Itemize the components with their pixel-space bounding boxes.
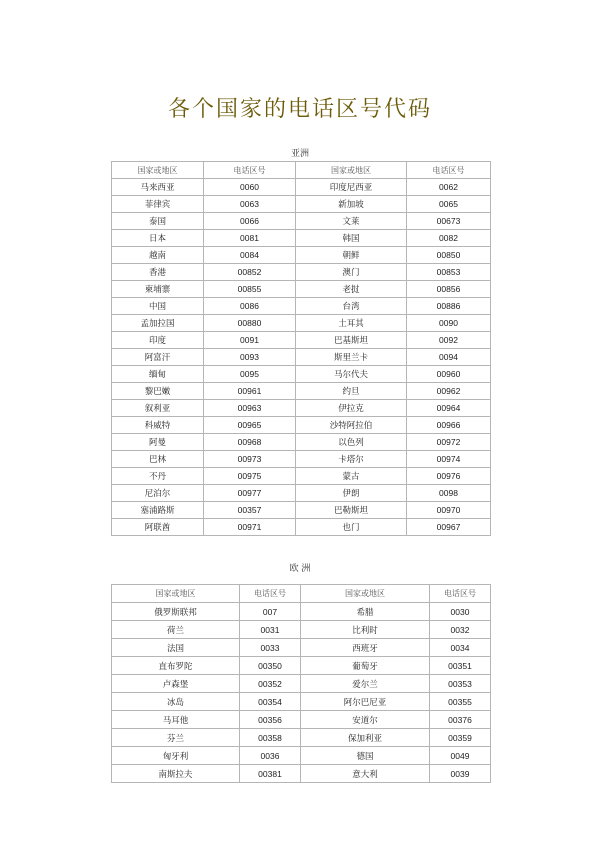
table-row <box>112 315 491 332</box>
region-name-cell: 荷兰 <box>112 621 240 639</box>
table-row <box>112 196 491 213</box>
region-name-cell: 爱尔兰 <box>301 675 430 693</box>
table-row <box>112 729 491 747</box>
table-row <box>112 603 491 621</box>
region-name-cell: 卢森堡 <box>112 675 240 693</box>
region-name-cell: 马来西亚 <box>112 179 204 196</box>
region-name-cell: 德国 <box>301 747 430 765</box>
region-name-cell: 阿尔巴尼亚 <box>301 693 430 711</box>
table-row <box>112 693 491 711</box>
table-header-row <box>112 162 491 179</box>
page-title: 各个国家的电话区号代码 <box>167 97 432 122</box>
dial-code-cell: 00968 <box>204 434 296 451</box>
table-row <box>112 485 491 502</box>
dial-code-cell: 00855 <box>204 281 296 298</box>
table-row <box>112 621 491 639</box>
dial-code-cell: 00970 <box>407 502 491 519</box>
dial-code-cell: 00962 <box>407 383 491 400</box>
dial-code-cell: 0095 <box>204 366 296 383</box>
dial-code-cell: 00961 <box>204 383 296 400</box>
table-row <box>112 213 491 230</box>
dial-code-cell: 0084 <box>204 247 296 264</box>
dial-code-cell: 00353 <box>430 675 491 693</box>
table-row <box>112 502 491 519</box>
column-header-code: 电话区号 <box>240 585 301 603</box>
region-name-cell: 俄罗斯联邦 <box>112 603 240 621</box>
dial-code-cell: 0090 <box>407 315 491 332</box>
dial-code-cell: 00381 <box>240 765 301 783</box>
dial-code-cell: 00974 <box>407 451 491 468</box>
europe-section-label: 欧 洲 <box>289 564 311 574</box>
dial-code-cell: 0066 <box>204 213 296 230</box>
region-name-cell: 西班牙 <box>301 639 430 657</box>
table-row <box>112 400 491 417</box>
region-name-cell: 沙特阿拉伯 <box>296 417 407 434</box>
region-name-cell: 直布罗陀 <box>112 657 240 675</box>
region-name-cell: 冰岛 <box>112 693 240 711</box>
dial-code-cell: 00971 <box>204 519 296 536</box>
region-name-cell: 土耳其 <box>296 315 407 332</box>
dial-code-cell: 0034 <box>430 639 491 657</box>
dial-code-cell: 00967 <box>407 519 491 536</box>
dial-code-cell: 0039 <box>430 765 491 783</box>
dial-code-cell: 00964 <box>407 400 491 417</box>
table-row <box>112 366 491 383</box>
table-row <box>112 281 491 298</box>
dial-code-cell: 0063 <box>204 196 296 213</box>
region-name-cell: 安道尔 <box>301 711 430 729</box>
column-header-code: 电话区号 <box>204 162 296 179</box>
dial-code-cell: 00975 <box>204 468 296 485</box>
region-name-cell: 黎巴嫩 <box>112 383 204 400</box>
region-name-cell: 老挝 <box>296 281 407 298</box>
dial-code-cell: 00356 <box>240 711 301 729</box>
region-name-cell: 阿联酋 <box>112 519 204 536</box>
region-name-cell: 泰国 <box>112 213 204 230</box>
dial-code-cell: 00960 <box>407 366 491 383</box>
dial-code-cell: 00963 <box>204 400 296 417</box>
region-name-cell: 伊朗 <box>296 485 407 502</box>
region-name-cell: 孟加拉国 <box>112 315 204 332</box>
region-name-cell: 新加坡 <box>296 196 407 213</box>
dial-code-cell: 00352 <box>240 675 301 693</box>
region-name-cell: 希腊 <box>301 603 430 621</box>
dial-code-cell: 00886 <box>407 298 491 315</box>
table-row <box>112 765 491 783</box>
region-name-cell: 法国 <box>112 639 240 657</box>
region-name-cell: 缅甸 <box>112 366 204 383</box>
column-header-code: 电话区号 <box>407 162 491 179</box>
region-name-cell: 匈牙利 <box>112 747 240 765</box>
dial-code-cell: 00852 <box>204 264 296 281</box>
asia-section-label: 亚洲 <box>290 149 309 159</box>
dial-code-cell: 00850 <box>407 247 491 264</box>
region-name-cell: 叙利亚 <box>112 400 204 417</box>
region-name-cell: 芬兰 <box>112 729 240 747</box>
table-row <box>112 264 491 281</box>
dial-code-cell: 00880 <box>204 315 296 332</box>
region-name-cell: 保加利亚 <box>301 729 430 747</box>
dial-code-cell: 0049 <box>430 747 491 765</box>
region-name-cell: 中国 <box>112 298 204 315</box>
region-name-cell: 香港 <box>112 264 204 281</box>
region-name-cell: 文莱 <box>296 213 407 230</box>
region-name-cell: 阿富汗 <box>112 349 204 366</box>
dial-code-cell: 0060 <box>204 179 296 196</box>
table-row <box>112 747 491 765</box>
region-name-cell: 比利时 <box>301 621 430 639</box>
region-name-cell: 马尔代夫 <box>296 366 407 383</box>
table-row <box>112 247 491 264</box>
dial-code-cell: 00976 <box>407 468 491 485</box>
dial-code-cell: 007 <box>240 603 301 621</box>
dial-code-cell: 00359 <box>430 729 491 747</box>
region-name-cell: 印度尼西亚 <box>296 179 407 196</box>
table-row <box>112 298 491 315</box>
table-row <box>112 383 491 400</box>
table-row <box>112 657 491 675</box>
region-name-cell: 菲律宾 <box>112 196 204 213</box>
dial-code-cell: 0094 <box>407 349 491 366</box>
column-header-code: 电话区号 <box>430 585 491 603</box>
column-header-region: 国家或地区 <box>296 162 407 179</box>
column-header-region: 国家或地区 <box>301 585 430 603</box>
region-name-cell: 葡萄牙 <box>301 657 430 675</box>
region-name-cell: 卡塔尔 <box>296 451 407 468</box>
table-row <box>112 179 491 196</box>
dial-code-cell: 0092 <box>407 332 491 349</box>
table-row <box>112 349 491 366</box>
region-name-cell: 马耳他 <box>112 711 240 729</box>
column-header-region: 国家或地区 <box>112 162 204 179</box>
table-row <box>112 417 491 434</box>
table-header-row <box>112 585 491 603</box>
dial-code-cell: 00376 <box>430 711 491 729</box>
dial-code-cell: 0093 <box>204 349 296 366</box>
dial-code-cell: 0036 <box>240 747 301 765</box>
region-name-cell: 不丹 <box>112 468 204 485</box>
region-name-cell: 朝鲜 <box>296 247 407 264</box>
dial-code-cell: 0031 <box>240 621 301 639</box>
table-row <box>112 332 491 349</box>
dial-code-cell: 00977 <box>204 485 296 502</box>
table-row <box>112 519 491 536</box>
table-row <box>112 434 491 451</box>
dial-code-cell: 0098 <box>407 485 491 502</box>
table-row <box>112 711 491 729</box>
region-name-cell: 伊拉克 <box>296 400 407 417</box>
region-name-cell: 台湾 <box>296 298 407 315</box>
region-name-cell: 越南 <box>112 247 204 264</box>
table-row <box>112 230 491 247</box>
region-name-cell: 以色列 <box>296 434 407 451</box>
dial-code-cell: 00965 <box>204 417 296 434</box>
dial-code-cell: 0033 <box>240 639 301 657</box>
dial-code-cell: 0081 <box>204 230 296 247</box>
asia-table <box>111 161 491 536</box>
table-row <box>112 451 491 468</box>
region-name-cell: 南斯拉夫 <box>112 765 240 783</box>
region-name-cell: 阿曼 <box>112 434 204 451</box>
dial-code-cell: 00966 <box>407 417 491 434</box>
dial-code-cell: 0032 <box>430 621 491 639</box>
region-name-cell: 科威特 <box>112 417 204 434</box>
dial-code-cell: 00358 <box>240 729 301 747</box>
region-name-cell: 巴林 <box>112 451 204 468</box>
region-name-cell: 塞浦路斯 <box>112 502 204 519</box>
dial-code-cell: 00856 <box>407 281 491 298</box>
dial-code-cell: 00972 <box>407 434 491 451</box>
region-name-cell: 日本 <box>112 230 204 247</box>
dial-code-cell: 0082 <box>407 230 491 247</box>
region-name-cell: 韩国 <box>296 230 407 247</box>
region-name-cell: 巴勒斯坦 <box>296 502 407 519</box>
region-name-cell: 蒙古 <box>296 468 407 485</box>
region-name-cell: 印度 <box>112 332 204 349</box>
region-name-cell: 约旦 <box>296 383 407 400</box>
table-row <box>112 639 491 657</box>
region-name-cell: 意大利 <box>301 765 430 783</box>
dial-code-cell: 0065 <box>407 196 491 213</box>
table-row <box>112 468 491 485</box>
europe-table <box>111 584 491 783</box>
region-name-cell: 也门 <box>296 519 407 536</box>
column-header-region: 国家或地区 <box>112 585 240 603</box>
dial-code-cell: 00354 <box>240 693 301 711</box>
dial-code-cell: 00853 <box>407 264 491 281</box>
dial-code-cell: 0062 <box>407 179 491 196</box>
dial-code-cell: 0086 <box>204 298 296 315</box>
region-name-cell: 巴基斯坦 <box>296 332 407 349</box>
dial-code-cell: 00973 <box>204 451 296 468</box>
dial-code-cell: 00355 <box>430 693 491 711</box>
region-name-cell: 尼泊尔 <box>112 485 204 502</box>
dial-code-cell: 0091 <box>204 332 296 349</box>
region-name-cell: 柬埔寨 <box>112 281 204 298</box>
region-name-cell: 澳门 <box>296 264 407 281</box>
dial-code-cell: 00350 <box>240 657 301 675</box>
dial-code-cell: 00351 <box>430 657 491 675</box>
table-row <box>112 675 491 693</box>
dial-code-cell: 00673 <box>407 213 491 230</box>
dial-code-cell: 0030 <box>430 603 491 621</box>
region-name-cell: 斯里兰卡 <box>296 349 407 366</box>
dial-code-cell: 00357 <box>204 502 296 519</box>
